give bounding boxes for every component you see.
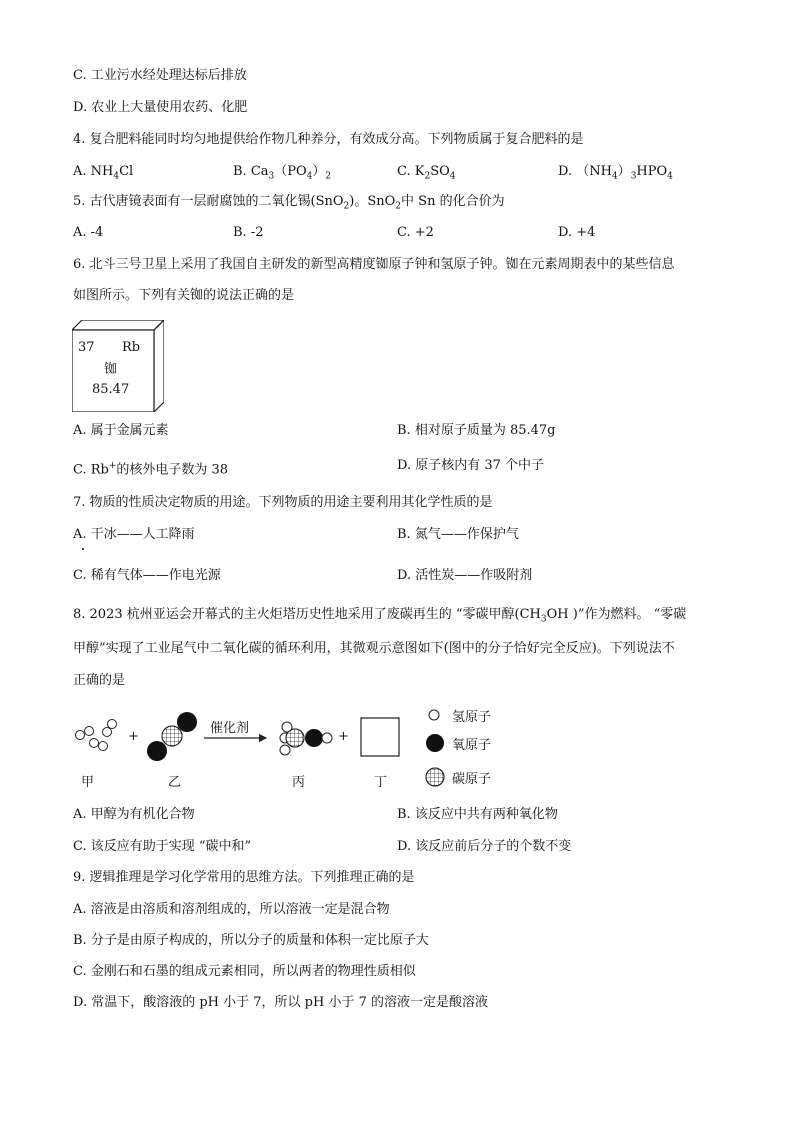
q5-option-d: D. +4	[558, 225, 596, 240]
q4-option-a: A. $NH_4Cl$	[73, 164, 134, 182]
q4-option-d: D. $(NH_4)_3HPO_4$	[558, 164, 673, 182]
label-bing: 丙	[292, 775, 306, 790]
q8-stem-line2: 甲醇”实现了工业尾气中二氧化碳的循环利用，其微观示意图如下(图中的分子恰好完全反应)。下列说法不	[73, 641, 675, 656]
q7-option-a: A. 干冰——人工降雨	[73, 527, 195, 542]
q8-option-b: B. 该反应中共有两种氧化物	[397, 807, 558, 822]
periodic-element-card	[72, 320, 164, 412]
plus-sign-2: +	[338, 729, 349, 744]
reaction-diagram	[70, 705, 530, 795]
q6-stem-line1: 6. 北斗三号卫星上采用了我国自主研发的新型高精度铷原子钟和氢原子钟。铷在元素周期表中的某些信息	[73, 257, 675, 272]
q7-option-c: C. 稀有气体——作电光源	[73, 568, 221, 583]
q7-stem: 7. 物质的性质决定物质的用途。下列物质的用途主要利用其化学性质的是	[73, 495, 493, 510]
q8-option-d: D. 该反应前后分子的个数不变	[397, 839, 572, 854]
element-name: 铷	[104, 362, 118, 377]
reactant-hydrogen-molecules	[76, 720, 117, 751]
q4-stem: 4. 复合肥料能同时均匀地提供给作物几种养分，有效成分高。下列物质属于复合肥料的是	[73, 132, 584, 147]
q4-option-b: B. $Ca_3(PO_4)_2$	[233, 164, 332, 182]
prev-option-d: D. 农业上大量使用农药、化肥	[73, 100, 248, 115]
q6-option-c: C. Rb+的核外电子数为 38	[73, 461, 229, 478]
q5-stem: 5. 古代唐镜表面有一层耐腐蚀的二氧化锡(SnO$_2$)。SnO$_2$中 Sn 的化合价为	[73, 194, 505, 212]
q6-stem-line2: 如图所示。下列有关铷的说法正确的是	[73, 288, 295, 303]
q5-option-a: A. -4	[73, 225, 104, 240]
legend-carbon-label: 碳原子	[452, 772, 492, 787]
legend-oxygen-label: 氧原子	[452, 738, 492, 753]
q8-stem-line1: 8. 2023 杭州亚运会开幕式的主火炬塔历史性地采用了废碳再生的 “零碳甲醇($CH_3OH$ )”作为燃料。 “零碳	[73, 607, 687, 625]
label-jia: 甲	[81, 775, 95, 790]
reactant-carbon-dioxide	[147, 712, 197, 761]
q7-option-d: D. 活性炭——作吸附剂	[397, 568, 533, 583]
q4-option-c: C. $K_2SO_4$	[397, 164, 456, 182]
legend-hydrogen-label: 氢原子	[452, 710, 492, 725]
q7-option-b: B. 氮气——作保护气	[397, 527, 519, 542]
legend-hydrogen-icon	[429, 710, 439, 720]
element-atomic-mass: 85.47	[92, 382, 130, 397]
label-yi: 乙	[168, 775, 182, 790]
legend-oxygen-icon	[426, 734, 444, 752]
q9-option-c: C. 金刚石和石墨的组成元素相同，所以两者的物理性质相似	[73, 964, 416, 979]
q8-option-c: C. 该反应有助于实现 “碳中和”	[73, 839, 252, 854]
q9-stem: 9. 逻辑推理是学习化学常用的思维方法。下列推理正确的是	[73, 870, 415, 885]
q6-option-a: A. 属于金属元素	[73, 423, 169, 438]
element-symbol: Rb	[122, 340, 141, 355]
q9-option-b: B. 分子是由原子构成的，所以分子的质量和体积一定比原子大	[73, 933, 429, 948]
q6-option-d: D. 原子核内有 37 个中子	[397, 458, 545, 473]
element-card-box	[72, 320, 164, 412]
stray-dot	[82, 548, 84, 550]
product-methanol	[280, 722, 332, 755]
q5-option-c: C. +2	[397, 225, 434, 240]
plus-sign-1: +	[128, 729, 139, 744]
q9-option-a: A. 溶液是由溶质和溶剂组成的，所以溶液一定是混合物	[73, 902, 390, 917]
element-atomic-number: 37	[78, 340, 95, 355]
catalyst-label: 催化剂	[210, 721, 250, 736]
q6-option-b: B. 相对原子质量为 85.47g	[397, 423, 556, 438]
product-unknown-box	[361, 718, 399, 756]
q9-option-d: D. 常温下，酸溶液的 pH 小于 7，所以 pH 小于 7 的溶液一定是酸溶液	[73, 995, 489, 1010]
q8-stem-line3: 正确的是	[73, 673, 126, 688]
label-ding: 丁	[374, 775, 388, 790]
prev-option-c: C. 工业污水经处理达标后排放	[73, 68, 247, 83]
q5-option-b: B. -2	[233, 225, 264, 240]
q8-option-a: A. 甲醇为有机化合物	[73, 807, 195, 822]
legend-carbon-icon	[426, 768, 444, 786]
